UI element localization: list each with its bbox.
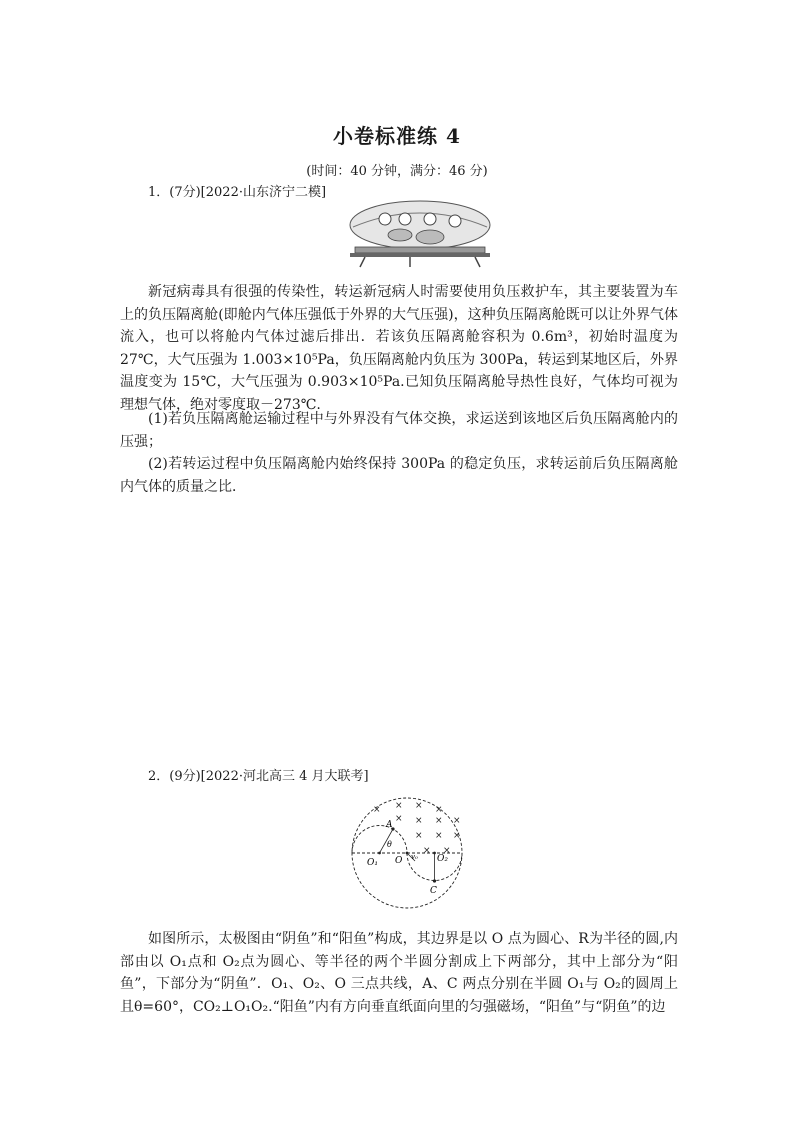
- label-A: A: [386, 820, 393, 830]
- svg-text:×: ×: [435, 831, 443, 841]
- taiji-magnetic-field-figure: [345, 795, 470, 913]
- question-1-body: 新冠病毒具有很强的传染性，转运新冠病人时需要使用负压救护车，其主要装置为车上的负压隔离舱(即舱内气体压强低于外界的大气压强)，这种负压隔离舱既可以让外界气体流入，也可以将舱内气体过滤后排出．若该负压隔离舱容积为 0.6m³，初始时温度为 27℃，大气压强为 1.003×10⁵Pa，负压隔离舱内负压为 300Pa，转运到某地区后，外界温度变为 15℃，大气压强为 0.903×10⁵Pa.已知负压隔离舱导热性良好，气体均可视为理想气体，绝对零度取－273℃.: [120, 284, 678, 413]
- question-1-header: 1．(7分)[2022·山东济宁二模]: [148, 185, 327, 200]
- page-subtitle: (时间：40 分钟，满分：46 分): [306, 164, 488, 179]
- svg-text:×: ×: [415, 816, 423, 826]
- label-theta: θ: [387, 840, 392, 849]
- label-O1: O₁: [367, 858, 378, 868]
- question-1-part-1: (1)若负压隔离舱运输过程中与外界没有气体交换，求运送到该地区后负压隔离舱内的压强；: [120, 411, 678, 450]
- question-2-body: 如图所示，太极图由“阴鱼”和“阳鱼”构成，其边界是以 O 点为圆心、R为半径的圆,内部由以 O₁点和 O₂点为圆心、等半径的两个半圆分割成上下两部分，其中上部分为“阳鱼”，下部分为“阴鱼”．O₁、O₂、O 三点共线，A、C 两点分别在半圆 O₁与 O₂的圆周上且θ=60°，CO₂⊥O₁O₂.“阳鱼”内有方向垂直纸面向里的匀强磁场，“阳鱼”与“阴鱼”的边: [120, 931, 678, 1015]
- label-v0: v₀: [411, 853, 418, 861]
- svg-text:×: ×: [435, 805, 443, 815]
- svg-text:×: ×: [415, 801, 423, 811]
- question-2-header: 2．(9分)[2022·河北高三 4 月大联考]: [148, 769, 369, 784]
- isolation-cabin-figure: [345, 197, 495, 269]
- svg-text:×: ×: [453, 831, 461, 841]
- svg-text:×: ×: [395, 801, 403, 811]
- svg-text:×: ×: [435, 816, 443, 826]
- label-O: O: [395, 856, 403, 866]
- label-O2: O₂: [437, 854, 448, 864]
- svg-text:×: ×: [373, 805, 381, 815]
- label-C: C: [430, 886, 437, 896]
- svg-text:×: ×: [423, 846, 431, 856]
- svg-text:×: ×: [415, 831, 423, 841]
- svg-text:×: ×: [395, 814, 403, 824]
- svg-text:×: ×: [453, 816, 461, 826]
- svg-text:×: ×: [443, 846, 451, 856]
- page-title: 小卷标准练 4: [333, 124, 461, 148]
- question-1-part-2: (2)若转运过程中负压隔离舱内始终保持 300Pa 的稳定负压，求转运前后负压隔离舱内气体的质量之比．: [120, 456, 678, 495]
